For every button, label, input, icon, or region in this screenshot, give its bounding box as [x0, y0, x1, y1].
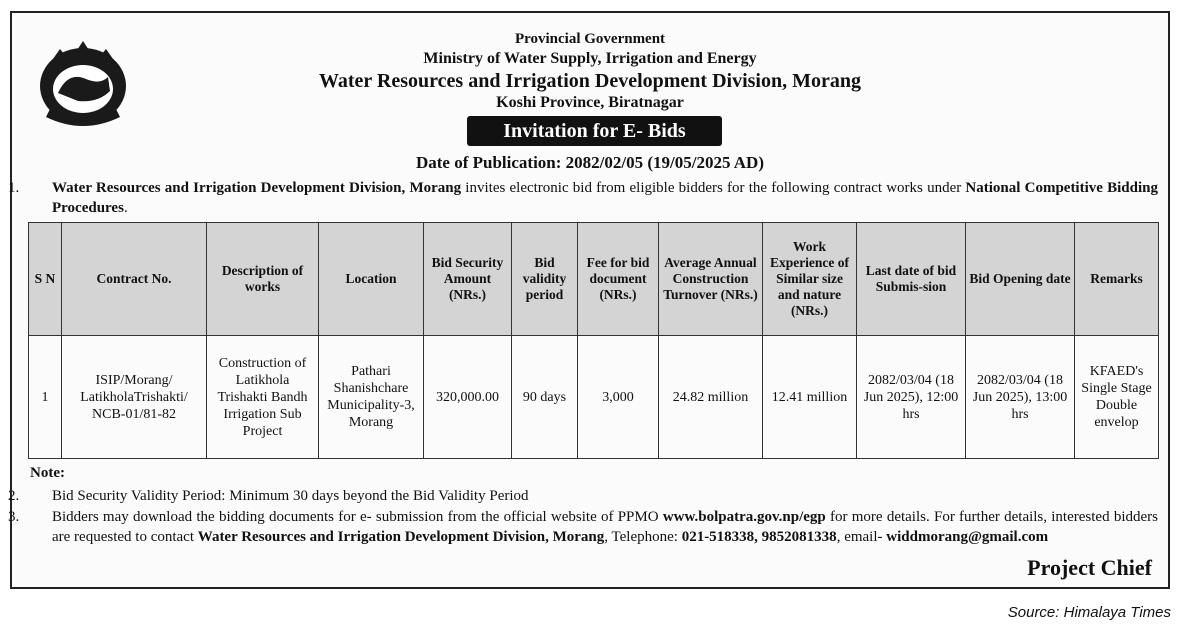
header-division: Water Resources and Irrigation Development Division, Morang — [318, 70, 861, 92]
cell-location: Pathari Shanishchare Municipality-3, Morang — [319, 336, 424, 459]
header-ministry: Ministry of Water Supply, Irrigation and Energy — [423, 50, 757, 67]
col-header: Last date of bid Submis-sion — [857, 223, 966, 336]
cell-bid-security: 320,000.00 — [424, 336, 512, 459]
contact-org: Water Resources and Irrigation Development Division, Morang — [197, 529, 605, 545]
note-item-2 — [8, 486, 1158, 506]
notice-title: Invitation for E- Bids — [467, 116, 722, 146]
col-header: Bid Opening date — [966, 223, 1075, 336]
note-item-3 — [8, 507, 1158, 547]
col-header: Fee for bid document (NRs.) — [578, 223, 659, 336]
note-item-2-text: Bid Security Validity Period: Minimum 30 days beyond the Bid Validity Period — [52, 488, 529, 504]
col-header: Remarks — [1075, 223, 1159, 336]
cell-opening-date: 2082/03/04 (18 Jun 2025), 13:00 hrs — [966, 336, 1075, 459]
source-credit: Source: Himalaya Times — [1007, 604, 1171, 621]
col-header: Bid Security Amount (NRs.) — [424, 223, 512, 336]
col-header: S N — [29, 223, 62, 336]
cell-remarks: KFAED's Single Stage Double envelop — [1075, 336, 1159, 459]
col-header: Work Experience of Similar size and nature (NRs.) — [763, 223, 857, 336]
col-header: Bid validity period — [512, 223, 578, 336]
item-number: 2. — [8, 488, 20, 504]
col-header: Description of works — [207, 223, 319, 336]
contact-email[interactable]: widdmorang@gmail.com — [886, 529, 1049, 545]
col-header: Contract No. — [62, 223, 207, 336]
cell-experience: 12.41 million — [763, 336, 857, 459]
intro-paragraph — [8, 178, 1158, 218]
note-item-3-text-a: Bidders may download the bidding documents for e- submission from the official website of PPMO — [52, 509, 663, 525]
cell-submission-date: 2082/03/04 (18 Jun 2025), 12:00 hrs — [857, 336, 966, 459]
header-provincial-government: Provincial Government — [514, 31, 666, 47]
header-location: Koshi Province, Biratnagar — [496, 94, 684, 111]
col-header: Average Annual Construction Turnover (NRs.) — [659, 223, 763, 336]
cell-fee: 3,000 — [578, 336, 659, 459]
cell-sn: 1 — [29, 336, 62, 459]
ppmo-link[interactable]: www.bolpatra.gov.np/egp — [662, 509, 826, 525]
bid-notice — [10, 11, 1170, 589]
cell-turnover: 24.82 million — [659, 336, 763, 459]
intro-procedure: National Competitive Bidding Procedures — [52, 180, 1158, 216]
intro-end: . — [123, 200, 128, 216]
table-row — [29, 336, 1159, 459]
publication-date: Date of Publication: 2082/02/05 (19/05/2025 AD) — [415, 153, 764, 172]
contact-phone: 021-518338, 9852081338 — [681, 529, 837, 545]
signer-title: Project Chief — [1027, 555, 1152, 580]
note-item-3-text-b: for more details. For further details, interested bidders are requested to contact — [52, 509, 1158, 545]
note-label: Note: — [30, 465, 65, 481]
cell-description: Construction of Latikhola Trishakti Bandh Irrigation Sub Project — [207, 336, 319, 459]
col-header: Location — [319, 223, 424, 336]
cell-validity: 90 days — [512, 336, 578, 459]
bids-table — [28, 222, 1159, 459]
item-number: 1. — [8, 180, 20, 196]
cell-contract-no: ISIP/Morang/ LatikholaTrishakti/ NCB-01/81-82 — [62, 336, 207, 459]
intro-org: Water Resources and Irrigation Development Division, Morang — [52, 180, 462, 196]
intro-text: invites electronic bid from eligible bidders for the following contract works under — [461, 180, 966, 196]
note-item-3-text-d: , email- — [836, 529, 887, 545]
table-header-row — [29, 223, 1159, 336]
note-item-3-text-c: , Telephone: — [604, 529, 682, 545]
item-number: 3. — [8, 509, 20, 525]
